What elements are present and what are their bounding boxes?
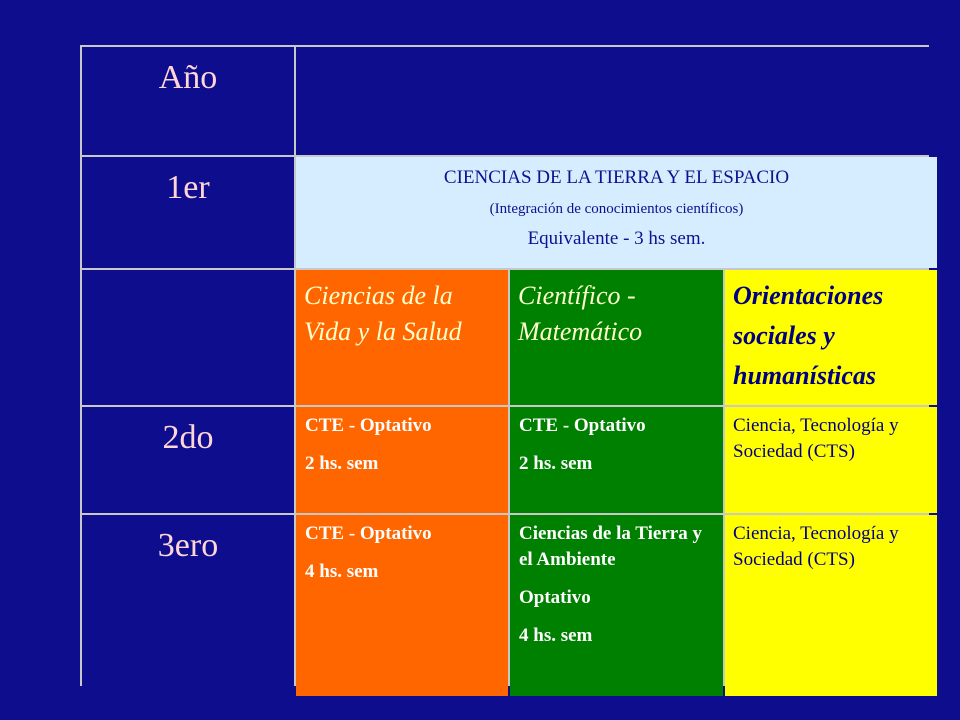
year-2-life-health-line2: 2 hs. sem: [305, 453, 379, 474]
orientation-social-line1: Orientaciones: [733, 281, 884, 310]
header-year-cell: [82, 47, 294, 155]
curriculum-table: [80, 45, 929, 686]
year-2-cell: [82, 407, 294, 513]
year-3-life-health: [296, 515, 508, 696]
orientation-year-blank: [82, 270, 294, 405]
year-2-sci-math: [510, 407, 723, 513]
year-2-life-health: [296, 407, 508, 513]
year-3-sci-math-line3: 4 hs. sem: [519, 625, 593, 646]
year-2-social: [725, 407, 937, 513]
year-1-cell: [82, 157, 294, 268]
orientation-sci-math: [510, 270, 723, 405]
orientation-social-line2: sociales y humanísticas: [733, 321, 877, 390]
year-2-label: 2do: [162, 419, 214, 456]
first-year-subtitle: (Integración de conocimientos científicos): [489, 201, 744, 217]
orientation-life-health: [296, 270, 508, 405]
orientation-life-health-label: Ciencias de la Vida y la Salud: [304, 281, 462, 346]
year-3-social-label: Ciencia, Tecnología y Sociedad (CTS): [733, 523, 899, 570]
header-blank-cell: [296, 47, 937, 155]
year-3-sci-math-line1: Ciencias de la Tierra y el Ambiente: [519, 523, 702, 570]
first-year-title: CIENCIAS DE LA TIERRA Y EL ESPACIO: [443, 167, 790, 188]
year-2-sci-math-line1: CTE - Optativo: [519, 415, 646, 436]
year-3-label: 3ero: [157, 527, 219, 564]
year-3-life-health-line2: 4 hs. sem: [305, 561, 379, 582]
year-1-label: 1er: [166, 169, 210, 206]
year-3-social: [725, 515, 937, 696]
first-year-subject-cell: [296, 157, 937, 268]
orientation-social: [725, 270, 937, 405]
year-3-sci-math-line2: Optativo: [519, 587, 591, 608]
year-2-social-label: Ciencia, Tecnología y Sociedad (CTS): [733, 415, 899, 462]
year-3-life-health-line1: CTE - Optativo: [305, 523, 432, 544]
orientation-sci-math-label: Científico - Matemático: [518, 281, 643, 346]
header-year-label: Año: [158, 59, 218, 96]
year-2-sci-math-line2: 2 hs. sem: [519, 453, 593, 474]
first-year-equivalent: Equivalente - 3 hs sem.: [527, 228, 706, 249]
year-3-cell: [82, 515, 294, 696]
year-3-sci-math: [510, 515, 723, 696]
year-2-life-health-line1: CTE - Optativo: [305, 415, 432, 436]
